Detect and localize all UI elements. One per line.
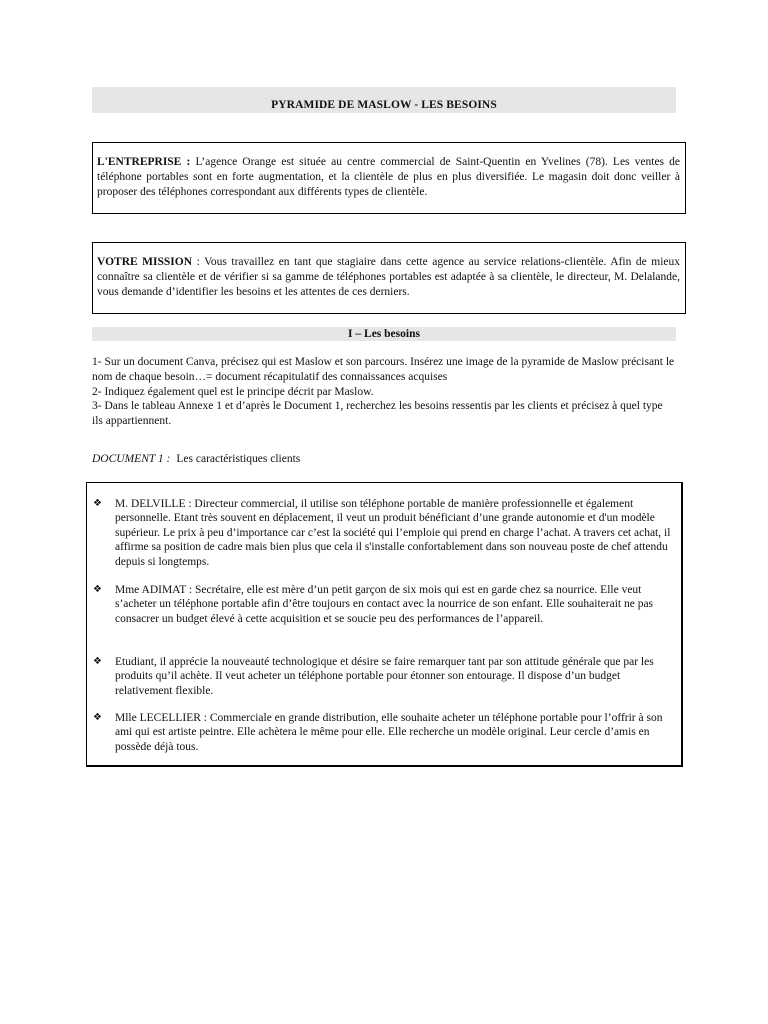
client-description: Mlle LECELLIER : Commerciale en grande distribution, elle souhaite acheter un téléphone portable pour l’offrir à son ami qui est artiste peintre. Elle achètera le même pour elle. Elle recherche un modèle original. Leur cercle d’amis en possède déjà tous. <box>115 712 663 753</box>
client-description: Mme ADIMAT : Secrétaire, elle est mère d’un petit garçon de six mois qui est en garde chez sa nourrice. Elle veut s’acheter un téléphone portable afin d’être toujours en contact avec la nourrice de son enfant. Elle souhaiterait ne pas consacrer un budget élevé à cette acquisition et se soucie peu des performances de l’appareil. <box>115 584 654 625</box>
client-description: Etudiant, il apprécie la nouveauté technologique et désire se faire remarquer tant par son attitude générale que par les produits qu’il achète. Il veut acheter un téléphone portable pour étonner son entourage. Il dispose d’un budget relativement flexible. <box>115 656 654 697</box>
list-item <box>93 711 673 754</box>
list-item <box>93 583 673 626</box>
instruction-3: 3- Dans le tableau Annexe 1 et d’après le Document 1, recherchez les besoins ressentis par les clients et précisez à quel type ils appartiennent. <box>92 400 663 428</box>
document-label <box>92 453 300 465</box>
client-description: M. DELVILLE : Directeur commercial, il utilise son téléphone portable de manière professionnelle et également personnelle. Etant très souvent en déplacement, il veut un produit bénéficiant d’une grande autonomie et d'un modèle supérieur. Le prix à peu d’importance car c’est la société qui l’emploie qui prend en charge l’achat. A travers cet achat, il affirme sa position de cadre mais bien plus que cela il s'installe confortablement dans son nouveau poste de chef attendu depuis si longtemps. <box>115 498 671 568</box>
entreprise-label: L'ENTREPRISE : <box>97 156 191 168</box>
diamond-bullet-icon: ❖ <box>93 656 102 667</box>
title-bar <box>92 87 676 113</box>
entreprise-box <box>92 142 686 214</box>
diamond-bullet-icon: ❖ <box>93 712 102 723</box>
entreprise-text: L’agence Orange est située au centre commercial de Saint-Quentin en Yvelines (78). Les ventes de téléphone portables sont en forte augmentation, et la clientèle de plus en plus diversifiée. Le magasin doit donc veiller à proposer des téléphones correspondant aux différents types de clientèle. <box>97 156 681 199</box>
instruction-2: 2- Indiquez également quel est le principe décrit par Maslow. <box>92 385 374 398</box>
mission-box <box>92 242 686 314</box>
mission-text: : Vous travaillez en tant que stagiaire dans cette agence au service relations-clientèle. Afin de mieux connaître sa clientèle et de vérifier si sa gamme de téléphones portables est adaptée à sa clientèle, le directeur, M. Delalande, vous demande d’identifier les besoins et les attentes de ces derniers. <box>97 256 680 299</box>
instructions <box>92 355 676 429</box>
diamond-bullet-icon: ❖ <box>93 498 102 509</box>
list-item <box>93 497 673 569</box>
document-number: DOCUMENT 1 : <box>92 453 171 465</box>
section-title: I – Les besoins <box>92 327 676 341</box>
mission-label: VOTRE MISSION <box>97 256 193 268</box>
page-title: PYRAMIDE DE MASLOW - LES BESOINS <box>271 99 497 111</box>
document-caption: Les caractéristiques clients <box>176 453 301 465</box>
instruction-1: 1- Sur un document Canva, précisez qui est Maslow et son parcours. Insérez une image de la pyramide de Maslow précisant le nom de chaque besoin…= document récapitulatif des connaissances acquises <box>92 356 675 383</box>
diamond-bullet-icon: ❖ <box>93 584 102 595</box>
list-item <box>93 655 673 698</box>
document-box <box>86 482 683 767</box>
